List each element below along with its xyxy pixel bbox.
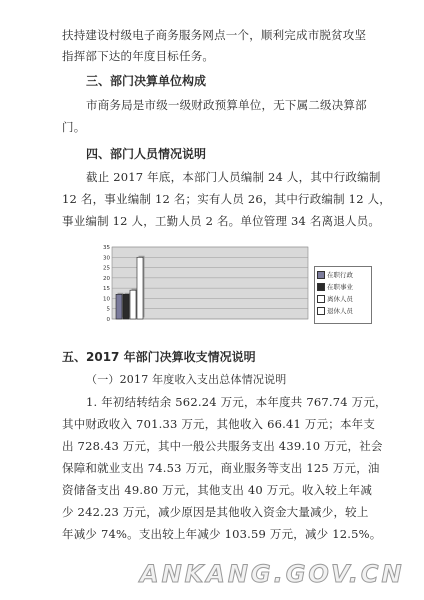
bar <box>137 257 143 319</box>
section-heading: 五、2017 年部门决算收支情况说明 <box>62 350 256 364</box>
bar <box>123 294 129 319</box>
y-tick-label: 5 <box>106 306 110 313</box>
chart-legend <box>314 266 372 324</box>
legend-label: 退休人员 <box>327 306 353 315</box>
legend-swatch <box>317 283 325 291</box>
legend-swatch <box>317 295 325 303</box>
legend-label: 离休人员 <box>327 294 353 303</box>
y-tick-label: 25 <box>103 265 110 272</box>
legend-swatch <box>317 271 325 279</box>
text-line: 年减少 74%。支出较上年减少 103.59 万元，减少 12.5%。 <box>62 527 382 541</box>
chart-canvas <box>96 242 316 324</box>
bar <box>116 294 122 319</box>
text-line: 事业编制 12 人，工勤人员 2 名。单位管理 34 名离退人员。 <box>62 214 381 228</box>
y-tick-label: 30 <box>103 255 110 262</box>
text-line: 12 名，事业编制 12 名；实有人员 26，其中行政编制 12 人， <box>62 192 391 206</box>
y-tick-label: 10 <box>103 296 110 303</box>
text-line: 保障和就业支出 74.53 万元，商业服务等支出 125 万元，油 <box>62 461 380 475</box>
text-line: 少 242.23 万元，减少原因是其他收入资金大量减少，较上 <box>62 505 369 519</box>
section-heading: 四、部门人员情况说明 <box>86 147 207 161</box>
text-line: 扶持建设村级电子商务服务网点一个，顺利完成市脱贫攻坚 <box>62 28 367 42</box>
legend-item <box>317 293 369 305</box>
y-tick-label: 20 <box>103 275 110 282</box>
legend-item <box>317 281 369 293</box>
y-tick-label: 15 <box>103 286 110 293</box>
text-line: 门。 <box>62 120 86 134</box>
y-tick-label: 0 <box>106 317 110 323</box>
legend-item <box>317 269 369 281</box>
text-line: 市商务局是市级一级财政预算单位，无下属二级决算部 <box>86 98 367 112</box>
bar <box>130 290 136 319</box>
text-line: 资储备支出 49.80 万元，其他支出 40 万元。收入较上年减 <box>62 483 373 497</box>
legend-label: 在职事业 <box>327 282 353 291</box>
site-watermark: ANKANG.GOV.CN <box>140 560 405 588</box>
legend-swatch <box>317 307 325 315</box>
text-line: 截止 2017 年底，本部门人员编制 24 人，其中行政编制 <box>86 170 381 184</box>
y-tick-label: 35 <box>103 245 110 251</box>
legend-label: 在职行政 <box>327 270 353 279</box>
subsection-heading: （一）2017 年度收入支出总体情况说明 <box>86 373 287 386</box>
staff-chart <box>96 242 376 324</box>
legend-item <box>317 305 369 317</box>
text-line: 指挥部下达的年度目标任务。 <box>62 49 215 63</box>
text-line: 1. 年初结转结余 562.24 万元，本年度共 767.74 万元， <box>86 395 387 409</box>
text-line: 其中财政收入 701.33 万元，其他收入 66.41 万元；本年支 <box>62 417 376 431</box>
section-heading: 三、部门决算单位构成 <box>86 74 207 88</box>
text-line: 出 728.43 万元，其中一般公共服务支出 439.10 万元，社会 <box>62 439 383 453</box>
